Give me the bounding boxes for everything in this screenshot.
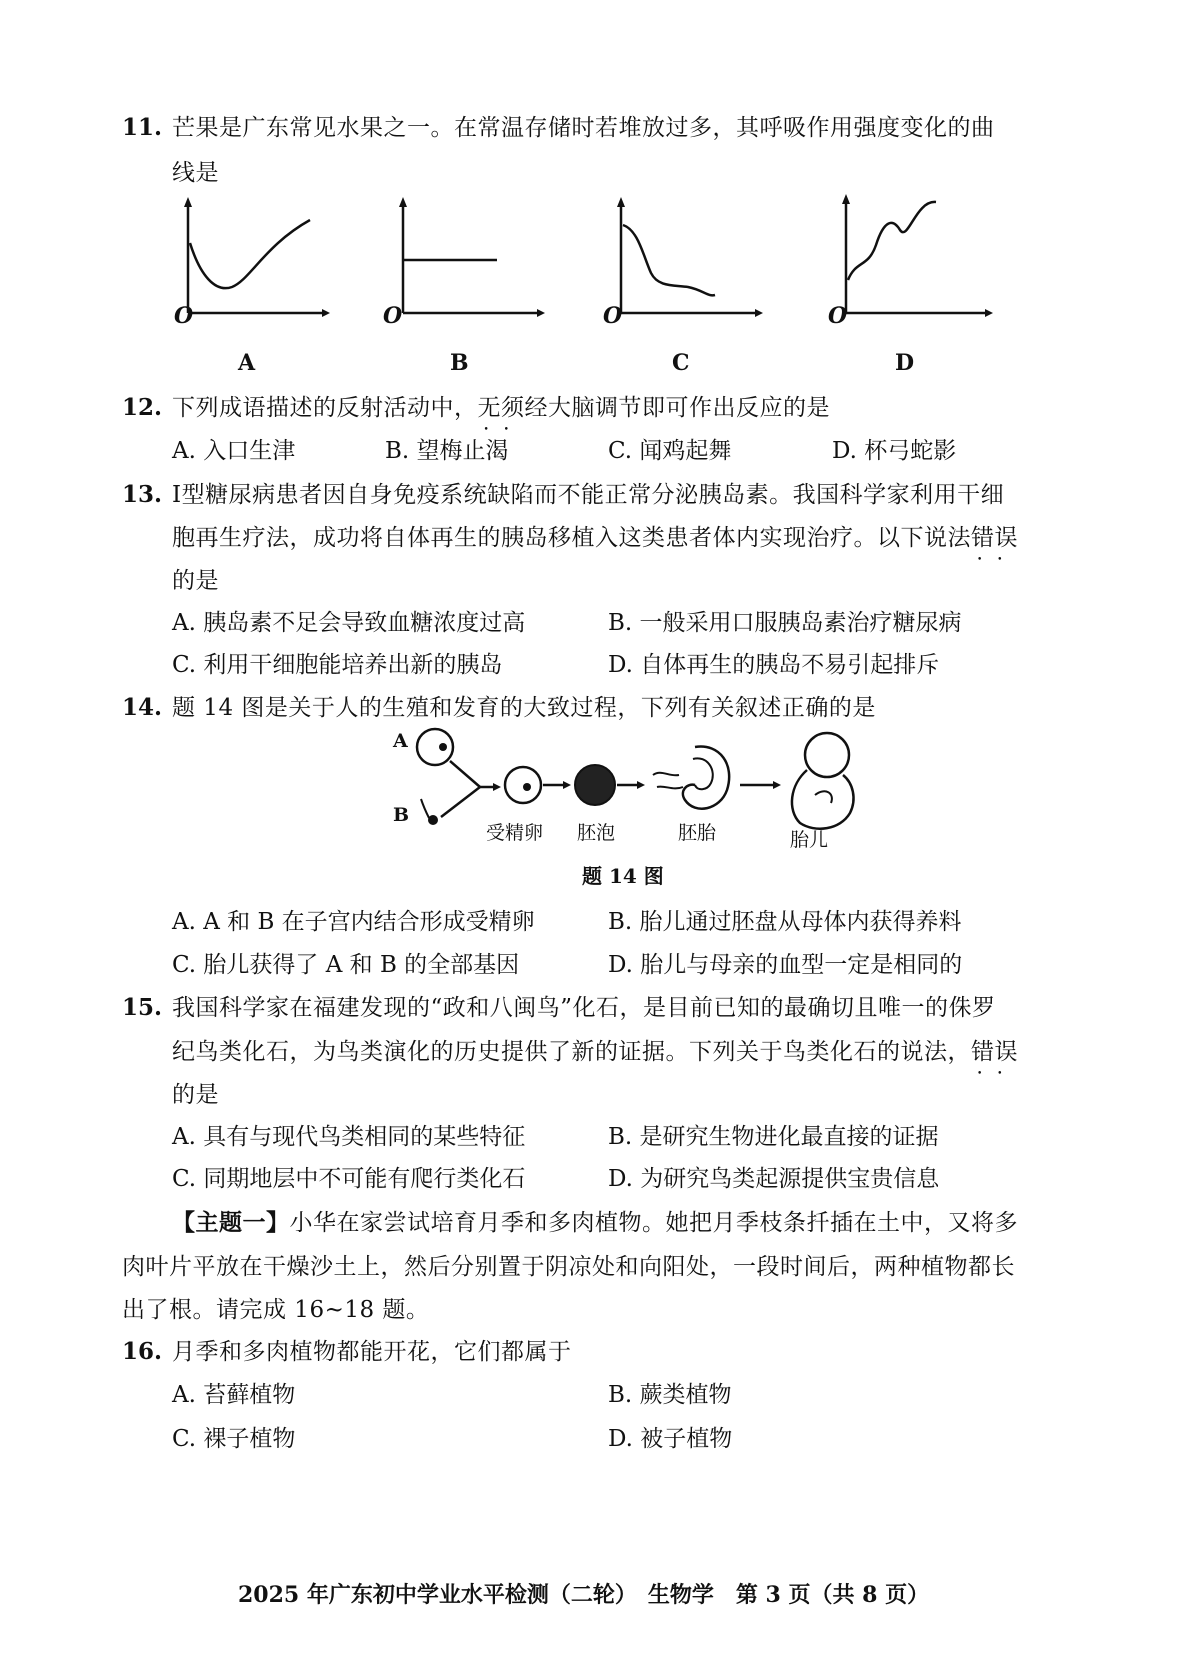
question-14-stem: 题 14 图是关于人的生殖和发育的大致过程，下列有关叙述正确的是	[172, 695, 876, 721]
graph-b	[385, 195, 545, 330]
question-15-stem-emphasis: 错误 • •	[971, 1037, 1018, 1067]
diagram-caption: 题 14 图	[582, 864, 664, 888]
graph-c-label: C	[672, 350, 690, 376]
question-12-stem	[172, 393, 830, 423]
graph-c-curve	[623, 225, 715, 295]
question-13-option-a: A. 胰岛素不足会导致血糖浓度过高	[172, 610, 526, 636]
question-12-stem-post: 经大脑调节即可作出反应的是	[524, 395, 830, 421]
question-14-option-c: C. 胎儿获得了 A 和 B 的全部基因	[172, 952, 520, 978]
question-14-option-a: A. A 和 B 在子宫内结合形成受精卵	[172, 909, 535, 935]
arrow-1-head	[563, 781, 571, 789]
graph-c-y-arrow	[617, 197, 625, 207]
question-11-stem-line1: 芒果是广东常见水果之一。在常温存储时若堆放过多，其呼吸作用强度变化的曲	[172, 115, 995, 141]
fetus-body	[792, 770, 854, 829]
fetus-head	[805, 733, 849, 777]
question-16-option-b: B. 蕨类植物	[608, 1382, 732, 1408]
question-12-option-b: B. 望梅止渴	[385, 438, 509, 464]
graph-b-x-arrow	[537, 309, 545, 317]
question-16-option-a: A. 苔藓植物	[172, 1382, 296, 1408]
question-15-stem-line1: 我国科学家在福建发现的“政和八闽鸟”化石，是目前已知的最确切且唯一的侏罗	[172, 995, 996, 1021]
egg-cell-nucleus	[439, 743, 447, 751]
reproduction-diagram	[395, 725, 895, 835]
blastocyst	[575, 765, 615, 805]
graph-b-label: B	[450, 350, 469, 376]
graph-a-curve	[190, 220, 310, 288]
question-15-number: 15.	[122, 994, 163, 1021]
question-14-number: 14.	[122, 694, 163, 721]
question-16-number: 16.	[122, 1338, 163, 1365]
question-13-stem-line3: 的是	[172, 568, 219, 594]
question-15-stem-line2	[172, 1037, 1018, 1067]
graph-a	[170, 195, 330, 330]
graph-c-origin: O	[603, 303, 623, 329]
zygote	[505, 767, 541, 803]
question-13-stem-emphasis: 错误 • •	[971, 523, 1018, 553]
theme-1-line1	[172, 1208, 1018, 1238]
merge-line-a	[450, 761, 480, 787]
diagram-label-a: A	[393, 730, 408, 752]
question-16-option-c: C. 裸子植物	[172, 1426, 296, 1452]
theme-1-line3: 出了根。请完成 16~18 题。	[122, 1297, 430, 1323]
graph-b-origin: O	[383, 303, 403, 329]
graph-a-y-arrow	[184, 197, 192, 207]
question-11-stem-line2: 线是	[172, 160, 219, 186]
graph-a-label: A	[238, 350, 256, 376]
question-13-stem-line1: Ⅰ型糖尿病患者因自身免疫系统缺陷而不能正常分泌胰岛素。我国科学家利用干细	[172, 482, 1005, 508]
embryo-placenta	[653, 773, 683, 789]
question-13-number: 13.	[122, 481, 163, 508]
question-12-number: 12.	[122, 394, 163, 421]
graph-d-y-arrow	[842, 194, 850, 204]
question-13-stem-line2	[172, 523, 1018, 553]
question-15-stem-line2-pre: 纪鸟类化石，为鸟类演化的历史提供了新的证据。下列关于鸟类化石的说法，	[172, 1039, 971, 1065]
question-15-option-a: A. 具有与现代鸟类相同的某些特征	[172, 1124, 526, 1150]
graph-c-x-arrow	[755, 309, 763, 317]
graph-a-origin: O	[174, 303, 194, 329]
question-14-option-b: B. 胎儿通过胚盘从母体内获得养料	[608, 909, 962, 935]
graph-d-x-arrow	[985, 309, 993, 317]
merge-arrow	[493, 783, 501, 791]
question-12-option-d: D. 杯弓蛇影	[832, 438, 957, 464]
question-16-stem: 月季和多肉植物都能开花，它们都属于	[172, 1339, 572, 1365]
question-13-stem-line2-pre: 胞再生疗法，成功将自体再生的胰岛移植入这类患者体内实现治疗。以下说法	[172, 525, 971, 551]
diagram-stage-blastocyst: 胚泡	[577, 822, 616, 844]
fetus-arm	[815, 791, 832, 803]
question-13-option-c: C. 利用干细胞能培养出新的胰岛	[172, 652, 503, 678]
theme-1-line2: 肉叶片平放在干燥沙土上，然后分别置于阴凉处和向阳处，一段时间后，两种植物都长	[122, 1254, 1015, 1280]
graph-d-origin: O	[828, 303, 848, 329]
sperm-tail	[421, 799, 429, 818]
question-11-number: 11.	[122, 114, 163, 141]
question-12-stem-emphasis: 无须 • •	[478, 393, 525, 423]
question-12-option-a: A. 入口生津	[172, 438, 296, 464]
page-footer: 2025 年广东初中学业水平检测（二轮） 生物学 第 3 页（共 8 页）	[238, 1582, 930, 1608]
graph-d	[828, 190, 993, 330]
question-13-option-d: D. 自体再生的胰岛不易引起排斥	[608, 652, 940, 678]
question-15-option-d: D. 为研究鸟类起源提供宝贵信息	[608, 1166, 940, 1192]
question-15-stem-line3: 的是	[172, 1082, 219, 1108]
graph-c	[603, 195, 763, 330]
egg-cell-a	[417, 729, 453, 765]
diagram-stage-embryo: 胚胎	[678, 822, 717, 844]
graph-b-y-arrow	[399, 197, 407, 207]
graph-d-curve	[848, 202, 936, 280]
arrow-2-head	[637, 781, 645, 789]
merge-line-b	[441, 787, 480, 817]
diagram-stage-zygote: 受精卵	[486, 822, 544, 844]
sperm-cell-b	[428, 815, 438, 825]
embryo-outline	[683, 747, 729, 809]
theme-1-tag: 【主题一】	[172, 1209, 290, 1236]
graph-a-x-arrow	[322, 309, 330, 317]
embryo-inner	[693, 758, 713, 789]
question-13-option-b: B. 一般采用口服胰岛素治疗糖尿病	[608, 610, 962, 636]
diagram-stage-fetus: 胎儿	[790, 829, 829, 851]
theme-1-text-line1: 小华在家尝试培育月季和多肉植物。她把月季枝条扦插在土中，又将多	[289, 1210, 1018, 1236]
question-12-option-c: C. 闻鸡起舞	[608, 438, 732, 464]
question-16-option-d: D. 被子植物	[608, 1426, 733, 1452]
diagram-label-b: B	[393, 804, 410, 826]
zygote-nucleus	[523, 783, 531, 791]
question-15-option-b: B. 是研究生物进化最直接的证据	[608, 1124, 939, 1150]
question-14-option-d: D. 胎儿与母亲的血型一定是相同的	[608, 952, 963, 978]
graph-d-label: D	[895, 350, 915, 376]
question-15-option-c: C. 同期地层中不可能有爬行类化石	[172, 1166, 526, 1192]
arrow-3-head	[773, 781, 781, 789]
question-12-stem-pre: 下列成语描述的反射活动中，	[172, 395, 478, 421]
